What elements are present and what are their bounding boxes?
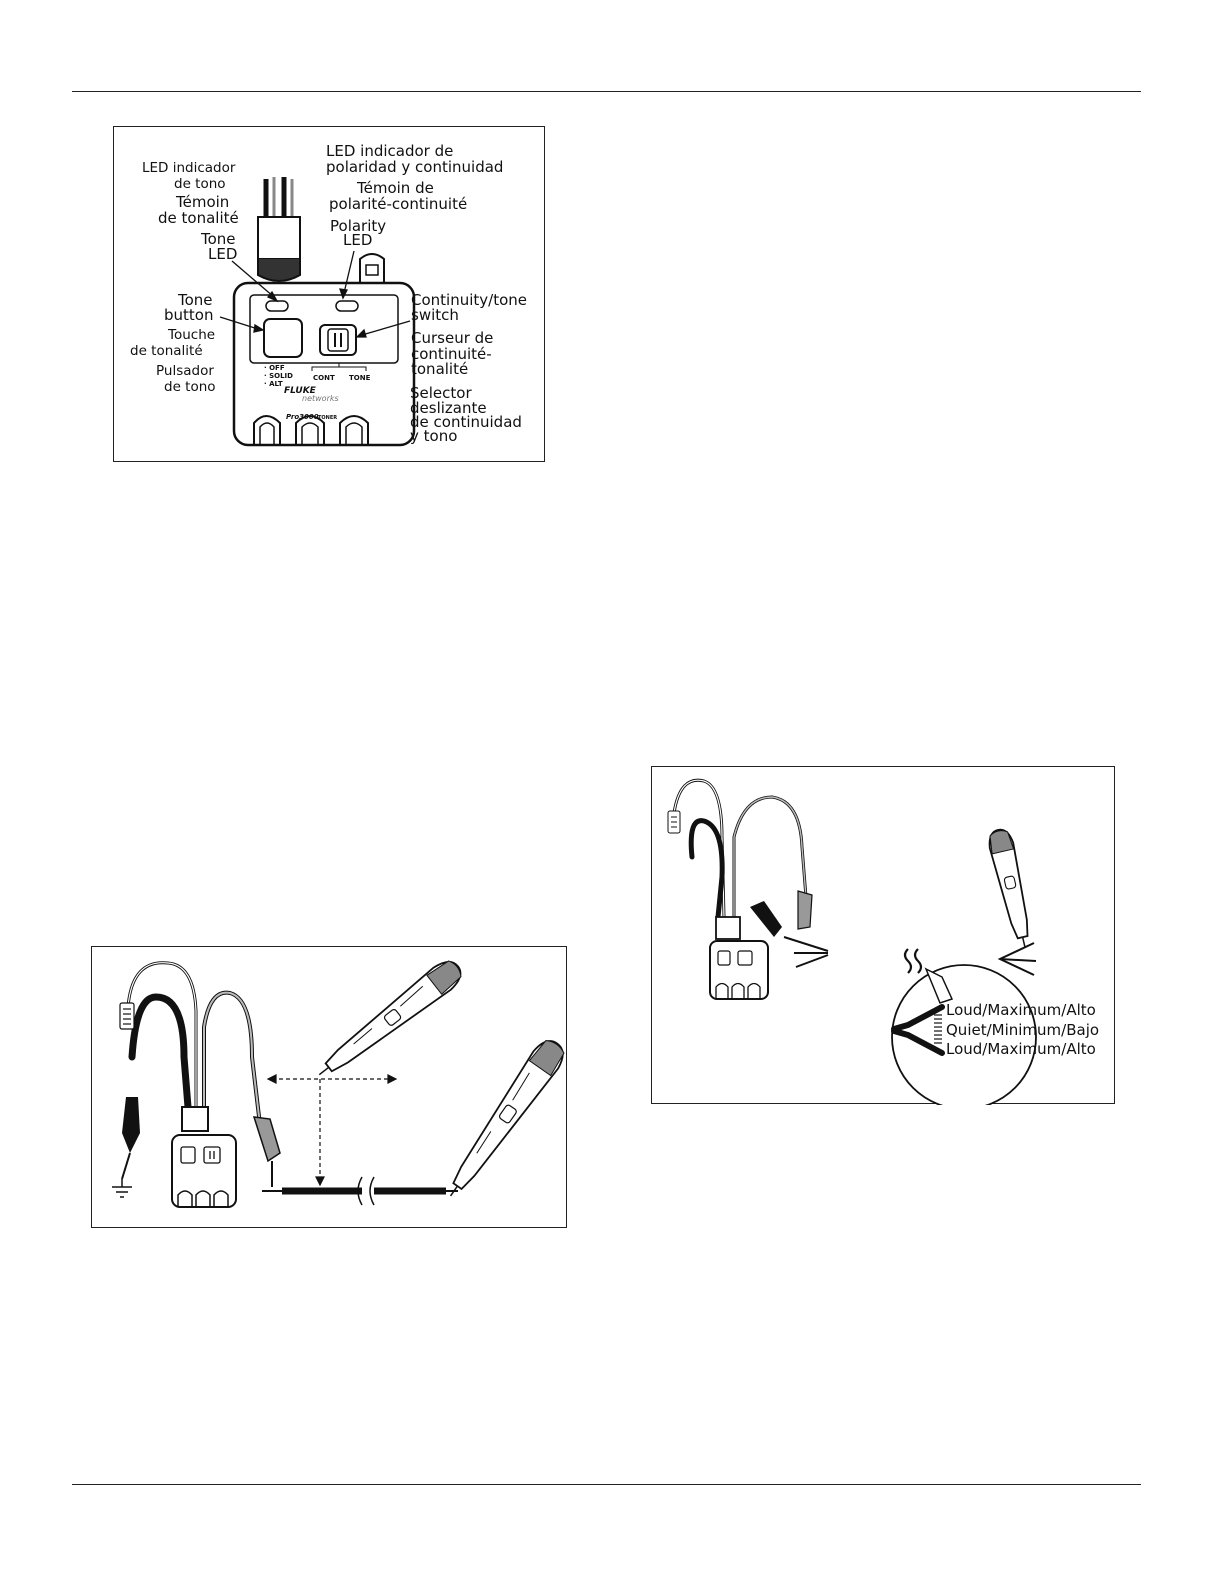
label-curseur-2: continuité- <box>411 345 492 363</box>
label-tone-button-2: button <box>164 306 214 324</box>
bottom-rule <box>72 1484 1141 1485</box>
modular-plug-small <box>668 811 680 833</box>
polarity-led <box>336 301 358 311</box>
toner-unit-small <box>172 1107 236 1207</box>
label-quiet: Quiet/Minimum/Bajo <box>946 1021 1100 1039</box>
label-temoin-polarite-2: polarité-continuité <box>329 195 468 213</box>
networks-logo: networks <box>302 394 339 403</box>
label-curseur-1: Curseur de <box>411 329 494 347</box>
tone-led <box>266 301 288 311</box>
label-touche-1: Touche <box>168 327 216 343</box>
black-clip <box>112 1097 140 1197</box>
label-led-polaridad-1: LED indicador de <box>326 142 454 160</box>
toner-unit-tiny <box>710 917 768 999</box>
label-cont-switch-2: switch <box>411 306 459 324</box>
fluke-logo: FLUKE <box>284 386 316 396</box>
label-temoin-tonalite-1: Témoin <box>176 193 230 211</box>
grey-clip <box>254 1117 280 1187</box>
model-sub-label: TONER <box>318 415 338 421</box>
label-selector-1: Selector <box>410 384 472 402</box>
mode-solid-label: · SOLID <box>264 372 293 380</box>
toner-cable <box>258 177 300 281</box>
wire-pair-left <box>784 937 828 967</box>
label-polarity-led-2: LED <box>343 231 373 249</box>
label-pulsador-1: Pulsador <box>156 363 214 379</box>
label-loud-top: Loud/Maximum/Alto <box>946 1001 1096 1019</box>
model-label: Pro3000 <box>286 413 319 421</box>
wire-pair-right <box>1000 943 1036 975</box>
wire-tracing-illustration <box>92 947 568 1229</box>
label-temoin-polarite-1: Témoin de <box>357 179 434 197</box>
label-tone-led-2: LED <box>208 245 238 263</box>
label-tone-led-1: Tone <box>201 230 236 248</box>
label-loud-bottom: Loud/Maximum/Alto <box>946 1040 1096 1058</box>
label-selector-2: deslizante <box>410 399 487 417</box>
label-touche-2: de tonalité <box>130 343 203 359</box>
label-led-tono-1: LED indicador <box>142 160 236 176</box>
toner-controls-figure <box>113 126 545 462</box>
modular-plug <box>120 1003 134 1029</box>
label-curseur-3: tonalité <box>411 360 469 378</box>
top-rule <box>72 91 1141 92</box>
probe-upper <box>311 955 467 1085</box>
tone-volume-figure <box>651 766 1115 1104</box>
label-temoin-tonalite-2: de tonalité <box>158 209 239 227</box>
mode-alt-label: · ALT <box>264 380 283 388</box>
traced-wire <box>262 1177 458 1205</box>
probe-lower <box>438 1035 568 1205</box>
toner-controls-illustration <box>114 127 546 463</box>
tone-signal-icon <box>905 949 921 973</box>
cont-label: CONT <box>313 374 335 382</box>
wire-tracing-figure <box>91 946 567 1228</box>
toner-cords-small <box>674 780 806 917</box>
tone-mode-label: TONE <box>349 374 371 382</box>
toner-cords <box>128 963 260 1125</box>
grey-clip-small <box>798 891 812 929</box>
tone-volume-illustration <box>652 767 1116 1105</box>
mode-off-label: · OFF <box>264 364 285 372</box>
black-clip-small <box>750 901 782 937</box>
label-selector-3: de continuidad <box>410 413 522 431</box>
tracing-arrows <box>268 1075 396 1185</box>
probe-standing <box>986 827 1036 949</box>
label-led-tono-2: de tono <box>174 176 226 192</box>
label-tone-button-1: Tone <box>178 291 213 309</box>
label-pulsador-2: de tono <box>164 379 216 395</box>
label-selector-4: y tono <box>410 427 458 445</box>
label-polarity-led-1: Polarity <box>330 217 387 235</box>
tone-button[interactable] <box>264 319 302 357</box>
label-cont-switch-1: Continuity/tone <box>411 291 527 309</box>
label-led-polaridad-2: polaridad y continuidad <box>326 158 504 176</box>
hanger-loop <box>360 254 384 283</box>
